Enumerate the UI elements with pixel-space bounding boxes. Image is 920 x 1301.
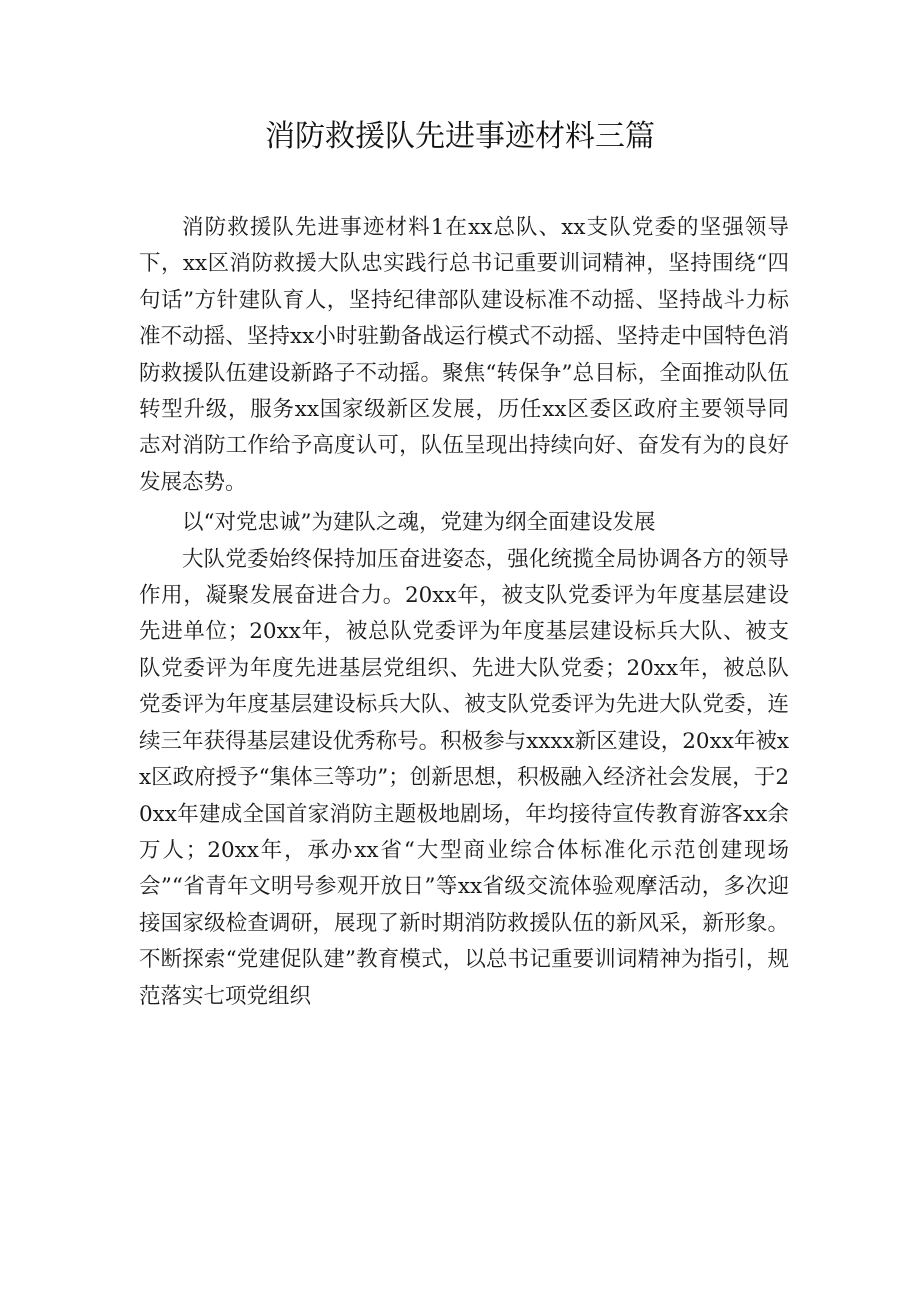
paragraph-intro: 消防救援队先进事迹材料1在xx总队、xx支队党委的坚强领导下，xx区消防救援大队忠实践行总书记重要训词精神，坚持围绕“四句话”方针建队育人，坚持纪律部队建设标准不动摇、坚持战斗力标准不动摇、坚持xx小时驻勤备战运行模式不动摇、坚持走中国特色消防救援队伍建设新路子不动摇。聚焦“转保争”总目标，全面推动队伍转型升级，服务xx国家级新区发展，历任xx区委区政府主要领导同志对消防工作给予高度认可，队伍呈现出持续向好、奋发有为的良好发展态势。 — [139, 215, 789, 495]
document-title: 消防救援队先进事迹材料三篇 — [265, 119, 655, 154]
section-heading: 以“对党忠诚”为建队之魂，党建为纲全面建设发展 — [182, 510, 656, 536]
paragraph-party-building: 大队党委始终保持加压奋进姿态，强化统揽全局协调各方的领导作用，凝聚发展奋进合力。20xx年，被支队党委评为年度基层建设先进单位；20xx年，被总队党委评为年度基层建设标兵大队、被支队党委评为年度先进基层党组织、先进大队党委；20xx年，被总队党委评为年度基层建设标兵大队、被支队党委评为先进大队党委，连续三年获得基层建设优秀称号。积极参与xxxx新区建设，20xx年被xx区政府授予“集体三等功”；创新思想，积极融入经济社会发展，于20xx年建成全国首家消防主题极地剧场，年均接待宣传教育游客xx余万人；20xx年，承办xx省“大型商业综合体标准化示范创建现场会”“省青年文明号参观开放日”等xx省级交流体验观摩活动，多次迎接国家级检查调研，展现了新时期消防救援队伍的新风采，新形象。不断探索“党建促队建”教育模式，以总书记重要训词精神为指引，规范落实七项党组织 — [139, 546, 789, 1009]
document-body — [139, 210, 789, 1015]
